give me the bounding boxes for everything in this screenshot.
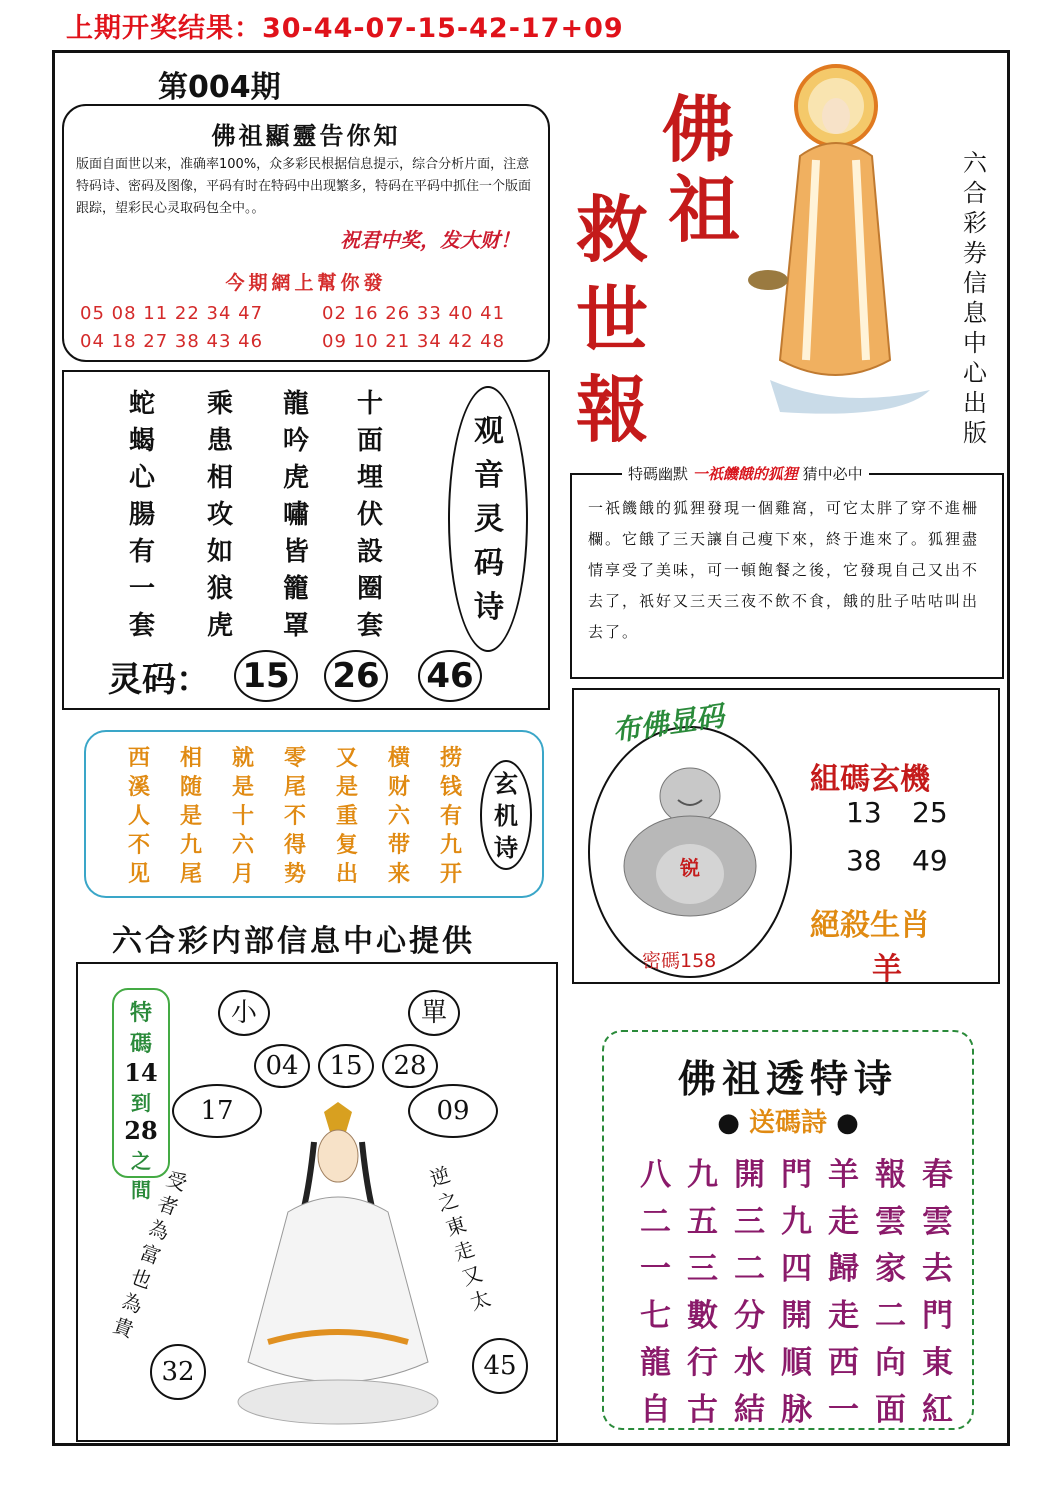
poem-char: 心 [128,463,155,493]
code-number: 32 [150,1344,206,1400]
lingma-number: 26 [324,650,388,702]
poem-char: 設 [356,537,383,567]
fozu-row: 七 數 分 開 走 二 門 [640,1298,953,1334]
budai-oval-title: 布佛显码 [610,699,726,748]
fozu-poem-box [602,1030,974,1430]
lingma-number: 46 [418,650,482,702]
poem-char: 套 [128,611,155,641]
parity-tag: 單 [408,990,460,1036]
notice-subtitle: 今期網上幫你發 [225,272,387,294]
zuma-title: 組碼玄機 [810,762,930,797]
provider-line: 六合彩内部信息中心提供 [112,924,475,959]
poem-side-title: 观 音 灵 码 诗 [474,414,504,625]
xuanji-box [84,730,544,898]
number-row: 02 16 26 33 40 41 [322,303,506,324]
poem-column [276,386,316,645]
story-text: 一祇饑餓的狐狸發現一個雞窩，可它太胖了穿不進柵欄。它餓了三天讓自己瘦下來，終于進來了。狐狸盡情享受了美味，可一頓飽餐之後，它發現自己又出不去了，祇好又三天三夜不飲不食，餓的肚子咕咕叫出去了。 [588,499,980,641]
notice-wish: 祝君中奖，发大财！ [340,228,520,252]
poem-char: 腸 [128,500,155,530]
xuanji-column: 西 溪 人 不 见 [127,746,150,887]
budai-image [610,756,770,926]
poem-char: 龍 [282,389,309,419]
story-box [570,465,1004,679]
poem-char: 狼 [206,574,233,604]
xuanji-column: 横 财 六 带 来 [387,746,410,887]
issue-number: 第004期 [158,70,281,105]
left-verse: 受者為富也為貴 [109,1166,191,1343]
poem-char: 罩 [282,611,309,641]
poem-char: 圈 [356,574,383,604]
numbers-left [80,300,263,356]
xuanji-side-title: 玄 机 诗 [494,769,518,862]
xuanji-column: 零 尾 不 得 势 [283,746,306,887]
poem-char: 乘 [206,389,233,419]
juesha-zodiac: 羊 [872,952,902,987]
fozu-row: 八 九 開 門 羊 報 春 [640,1157,953,1193]
xuanji-column: 又 是 重 复 出 [335,746,358,887]
number-row: 04 18 27 38 43 46 [80,331,264,352]
last-result: 上期开奖结果：30-44-07-15-42-17+09 [66,13,624,44]
guanyin-standing-image [740,60,950,420]
title-char: 報 [576,367,649,452]
tema-range: 特 碼 14 到 28 之 間 [112,988,170,1178]
notice-box [62,104,550,362]
code-number: 09 [408,1084,498,1138]
notice-title: 佛祖顯靈告你知 [211,121,401,150]
lingma-number: 15 [234,650,298,702]
lingma-label: 灵码： [108,660,210,700]
poem-column [200,386,240,645]
story-title: 特碼幽默 一祇饑餓的狐狸 猜中必中 [622,463,869,484]
poem-char: 虎 [206,611,233,641]
number-row: 09 10 21 34 42 48 [322,331,506,352]
poem-char: 如 [206,537,233,567]
poem-char: 相 [206,463,233,493]
zuma-number: 49 [912,844,948,877]
budai-secret: 密碼158 [642,950,717,972]
guanyin-box [76,962,558,1442]
publisher: 六合彩券信息中心出版 [963,149,987,447]
poem-column [122,386,162,645]
title-char: 佛 [662,87,735,172]
poem-char: 虎 [282,463,309,493]
poem-char: 吟 [282,426,309,456]
xuanji-column: 相 随 是 九 尾 [179,746,202,887]
title-char: 救 [576,187,649,272]
poem-char: 患 [206,426,233,456]
poem-char: 有 [128,537,155,567]
xuanji-column: 捞 钱 有 九 开 [439,746,462,887]
poem-column [350,386,390,645]
code-number: 15 [318,1044,374,1088]
notice-body: 版面自面世以来，准确率100%，众多彩民根据信息提示，综合分析片面，注意特码诗、密码及图像，平码有时在特码中出现繁多，特码在平码中抓住一个版面跟踪，望彩民心灵取码包全中。。 [76,157,532,216]
poem-char: 籠 [282,574,309,604]
fozu-grid [632,1152,962,1434]
code-number: 04 [254,1044,310,1088]
code-number: 28 [382,1044,438,1088]
poem-char: 埋 [356,463,383,493]
guanyin-seated-image [228,1102,458,1432]
number-row: 05 08 11 22 34 47 [80,303,264,324]
xuanji-column: 就 是 十 六 月 [231,746,254,887]
title-char: 世 [576,277,649,362]
title-char: 祖 [668,167,741,252]
fozu-row: 一 三 二 四 歸 家 去 [640,1251,953,1287]
poem-char: 攻 [206,500,233,530]
size-tag: 小 [218,990,270,1036]
juesha-title: 絕殺生肖 [810,908,930,943]
poem-char: 皆 [282,537,309,567]
numbers-right [322,300,505,356]
zuma-number: 38 [846,844,882,877]
right-verse: 逆之東走又太 [426,1162,494,1315]
poem-char: 套 [356,611,383,641]
fozu-subtitle: ● 送碼詩 ● [717,1108,859,1138]
budai-box [572,688,1000,987]
zuma-number: 13 [846,796,882,829]
code-number: 45 [472,1338,528,1394]
poem-char: 蝎 [128,426,155,456]
zuma-number: 25 [912,796,948,829]
fozu-row: 龍 行 水 順 西 向 東 [640,1345,953,1381]
poem-char: 伏 [356,500,383,530]
fozu-row: 二 五 三 九 走 雲 雲 [640,1204,953,1240]
poem-char: 蛇 [128,389,155,419]
fozu-title: 佛祖透特诗 [677,1056,898,1101]
poem-char: 面 [356,426,383,456]
fozu-row: 自 古 結 脉 一 面 紅 [640,1392,953,1428]
code-number: 17 [172,1084,262,1138]
poem-char: 十 [356,389,383,419]
poem-char: 嘯 [282,500,309,530]
poem-char: 一 [128,574,155,604]
budai-seal: 锐 [680,856,700,880]
